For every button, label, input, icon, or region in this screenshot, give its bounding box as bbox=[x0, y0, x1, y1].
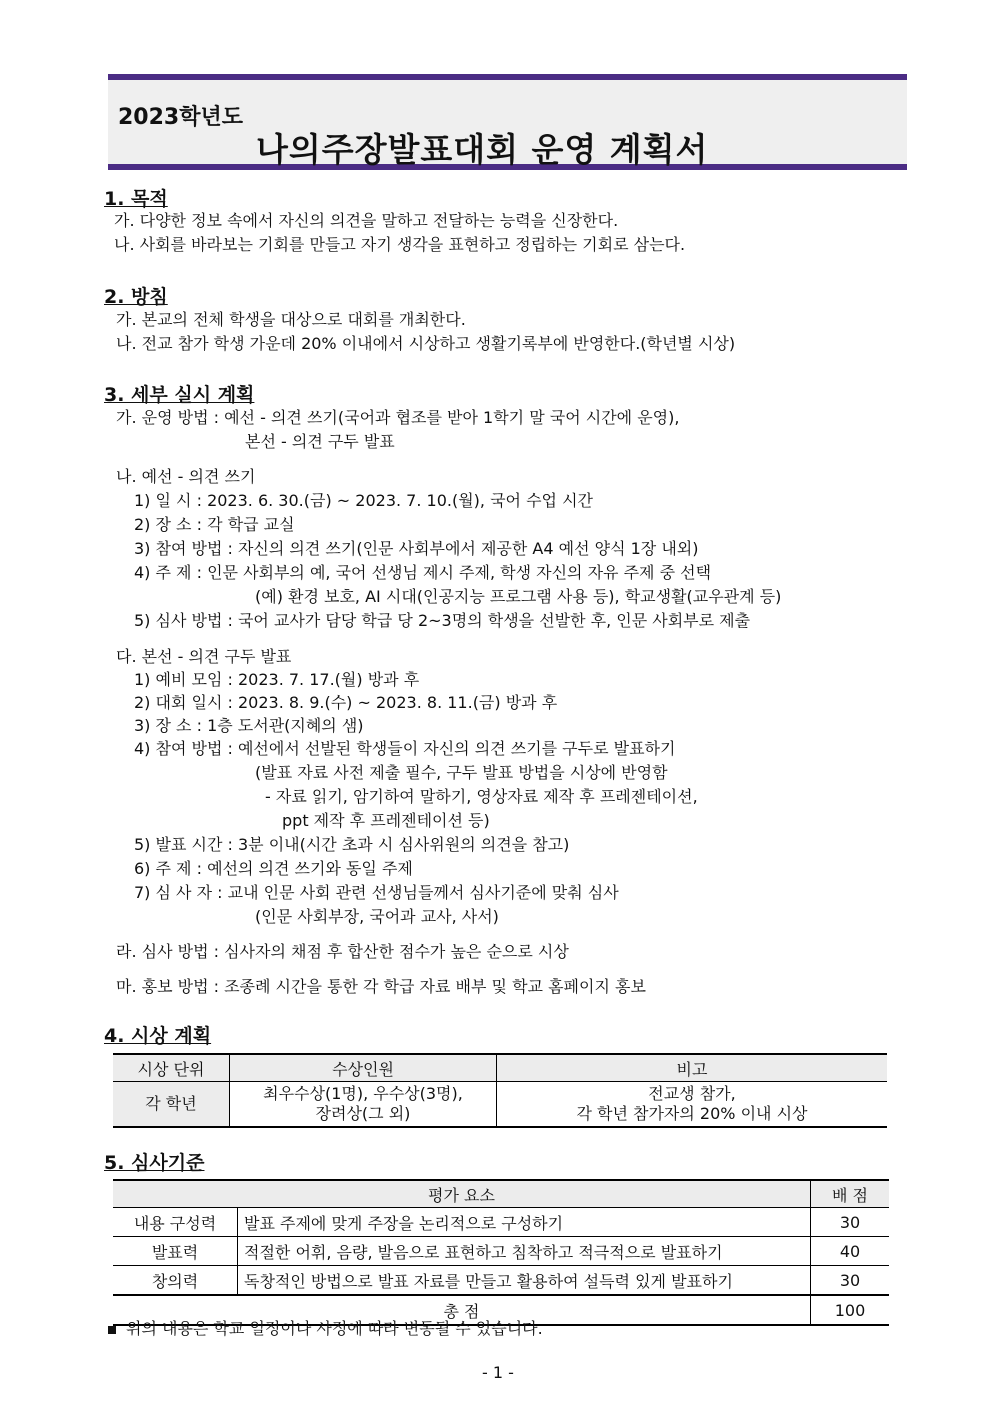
section-1-title: 1. 목적 bbox=[104, 188, 168, 210]
award-count-line-2: 장려상(그 외) bbox=[315, 1104, 411, 1123]
final-participation-note: (발표 자료 사전 제출 필수, 구두 발표 방법을 시상에 반영함 bbox=[255, 763, 668, 782]
criteria-points: 40 bbox=[811, 1237, 890, 1266]
award-note-header: 비고 bbox=[497, 1054, 888, 1082]
final-topic: 6) 주 제 : 예선의 의견 쓰기와 동일 주제 bbox=[134, 859, 413, 878]
title-banner bbox=[108, 74, 907, 170]
award-plan-table bbox=[113, 1053, 887, 1128]
footer-note-text: 위의 내용은 학교 일정이나 사정에 따라 변동될 수 있습니다. bbox=[126, 1319, 543, 1338]
criteria-category: 내용 구성력 bbox=[113, 1208, 238, 1237]
operation-method: 가. 운영 방법 : 예선 - 의견 쓰기(국어과 협조를 받아 1학기 말 국어 시간에 운영), bbox=[116, 408, 680, 427]
prelim-participation: 3) 참여 방법 : 자신의 의견 쓰기(인문 사회부에서 제공한 A4 예선 양식 1장 내외) bbox=[134, 539, 699, 558]
prelim-place: 2) 장 소 : 각 학급 교실 bbox=[134, 515, 295, 534]
section-1-item-b: 나. 사회를 바라보는 기회를 만들고 자기 생각을 표현하고 정립하는 기회로 삼는다. bbox=[114, 235, 686, 254]
award-count-cell bbox=[230, 1082, 497, 1128]
final-judges: 7) 심 사 자 : 교내 인문 사회 관련 선생님들께서 심사기준에 맞춰 심사 bbox=[134, 883, 619, 902]
final-heading: 다. 본선 - 의견 구두 발표 bbox=[116, 647, 292, 666]
section-2-title: 2. 방침 bbox=[104, 286, 168, 308]
promotion-method: 마. 홍보 방법 : 조종례 시간을 통한 각 학급 자료 배부 및 학교 홈페이지 홍보 bbox=[116, 977, 646, 996]
points-header: 배 점 bbox=[811, 1180, 890, 1208]
total-points: 100 bbox=[811, 1295, 890, 1325]
prelim-topic-example: (예) 환경 보호, AI 시대(인공지능 프로그램 사용 등), 학교생활(교우관계 등) bbox=[255, 587, 782, 606]
criteria-category: 창의력 bbox=[113, 1266, 238, 1296]
table-row bbox=[113, 1208, 889, 1237]
final-time: 5) 발표 시간 : 3분 이내(시간 초과 시 심사위원의 의견을 참고) bbox=[134, 835, 570, 854]
table-row bbox=[113, 1082, 887, 1128]
footer-note bbox=[108, 1318, 543, 1340]
final-participation: 4) 참여 방법 : 예선에서 선발된 학생들이 자신의 의견 쓰기를 구두로 발표하기 bbox=[134, 739, 676, 758]
section-2-item-b: 나. 전교 참가 학생 가운데 20% 이내에서 시상하고 생활기록부에 반영한다.(학년별 시상) bbox=[116, 334, 736, 353]
section-3-title: 3. 세부 실시 계획 bbox=[104, 384, 255, 406]
section-2-item-a: 가. 본교의 전체 학생을 대상으로 대회를 개최한다. bbox=[116, 310, 466, 329]
criteria-header: 평가 요소 bbox=[113, 1180, 811, 1208]
final-date: 2) 대회 일시 : 2023. 8. 9.(수) ~ 2023. 8. 11.(금) 방과 후 bbox=[134, 693, 558, 712]
section-1-item-a: 가. 다양한 정보 속에서 자신의 의견을 말하고 전달하는 능력을 신장한다. bbox=[114, 211, 619, 230]
section-5-title: 5. 심사기준 bbox=[104, 1152, 205, 1174]
award-note-line-2: 각 학년 참가자의 20% 이내 시상 bbox=[576, 1104, 808, 1123]
total-label: 총 점 bbox=[113, 1295, 811, 1325]
criteria-description: 적절한 어휘, 음량, 발음으로 표현하고 침착하고 적극적으로 발표하기 bbox=[238, 1237, 811, 1266]
criteria-points: 30 bbox=[811, 1266, 890, 1296]
final-participation-methods-cont: ppt 제작 후 프레젠테이션 등) bbox=[282, 811, 490, 830]
criteria-description: 독창적인 방법으로 발표 자료를 만들고 활용하여 설득력 있게 발표하기 bbox=[238, 1266, 811, 1296]
final-participation-methods: - 자료 읽기, 암기하여 말하기, 영상자료 제작 후 프레젠테이션, bbox=[265, 787, 698, 806]
document-year: 2023학년도 bbox=[118, 105, 243, 130]
judging-criteria-table bbox=[113, 1179, 889, 1326]
award-note-cell bbox=[497, 1082, 888, 1128]
page-number: - 1 - bbox=[482, 1363, 514, 1382]
award-unit-cell: 각 학년 bbox=[113, 1082, 230, 1128]
criteria-category: 발표력 bbox=[113, 1237, 238, 1266]
prelim-date: 1) 일 시 : 2023. 6. 30.(금) ~ 2023. 7. 10.(월), 국어 수업 시간 bbox=[134, 491, 593, 510]
section-4-title: 4. 시상 계획 bbox=[104, 1025, 212, 1047]
prelim-heading: 나. 예선 - 의견 쓰기 bbox=[116, 467, 256, 486]
criteria-points: 30 bbox=[811, 1208, 890, 1237]
table-row bbox=[113, 1237, 889, 1266]
document-title: 나의주장발표대회 운영 계획서 bbox=[256, 130, 709, 169]
award-count-header: 수상인원 bbox=[230, 1054, 497, 1082]
judging-method: 라. 심사 방법 : 심사자의 채점 후 합산한 점수가 높은 순으로 시상 bbox=[116, 942, 569, 961]
table-row bbox=[113, 1266, 889, 1296]
award-count-line-1: 최우수상(1명), 우수상(3명), bbox=[263, 1084, 463, 1103]
award-note-line-1: 전교생 참가, bbox=[648, 1084, 736, 1103]
final-place: 3) 장 소 : 1층 도서관(지혜의 샘) bbox=[134, 716, 364, 735]
final-meeting: 1) 예비 모임 : 2023. 7. 17.(월) 방과 후 bbox=[134, 670, 420, 689]
criteria-description: 발표 주제에 맞게 주장을 논리적으로 구성하기 bbox=[238, 1208, 811, 1237]
operation-method-cont: 본선 - 의견 구두 발표 bbox=[245, 432, 395, 451]
award-unit-header: 시상 단위 bbox=[113, 1054, 230, 1082]
final-judges-list: (인문 사회부장, 국어과 교사, 사서) bbox=[255, 907, 499, 926]
prelim-judging: 5) 심사 방법 : 국어 교사가 담당 학급 당 2~3명의 학생을 선발한 후, 인문 사회부로 제출 bbox=[134, 611, 751, 630]
square-bullet-icon bbox=[108, 1326, 116, 1334]
prelim-topic: 4) 주 제 : 인문 사회부의 예, 국어 선생님 제시 주제, 학생 자신의 자유 주제 중 선택 bbox=[134, 563, 712, 582]
